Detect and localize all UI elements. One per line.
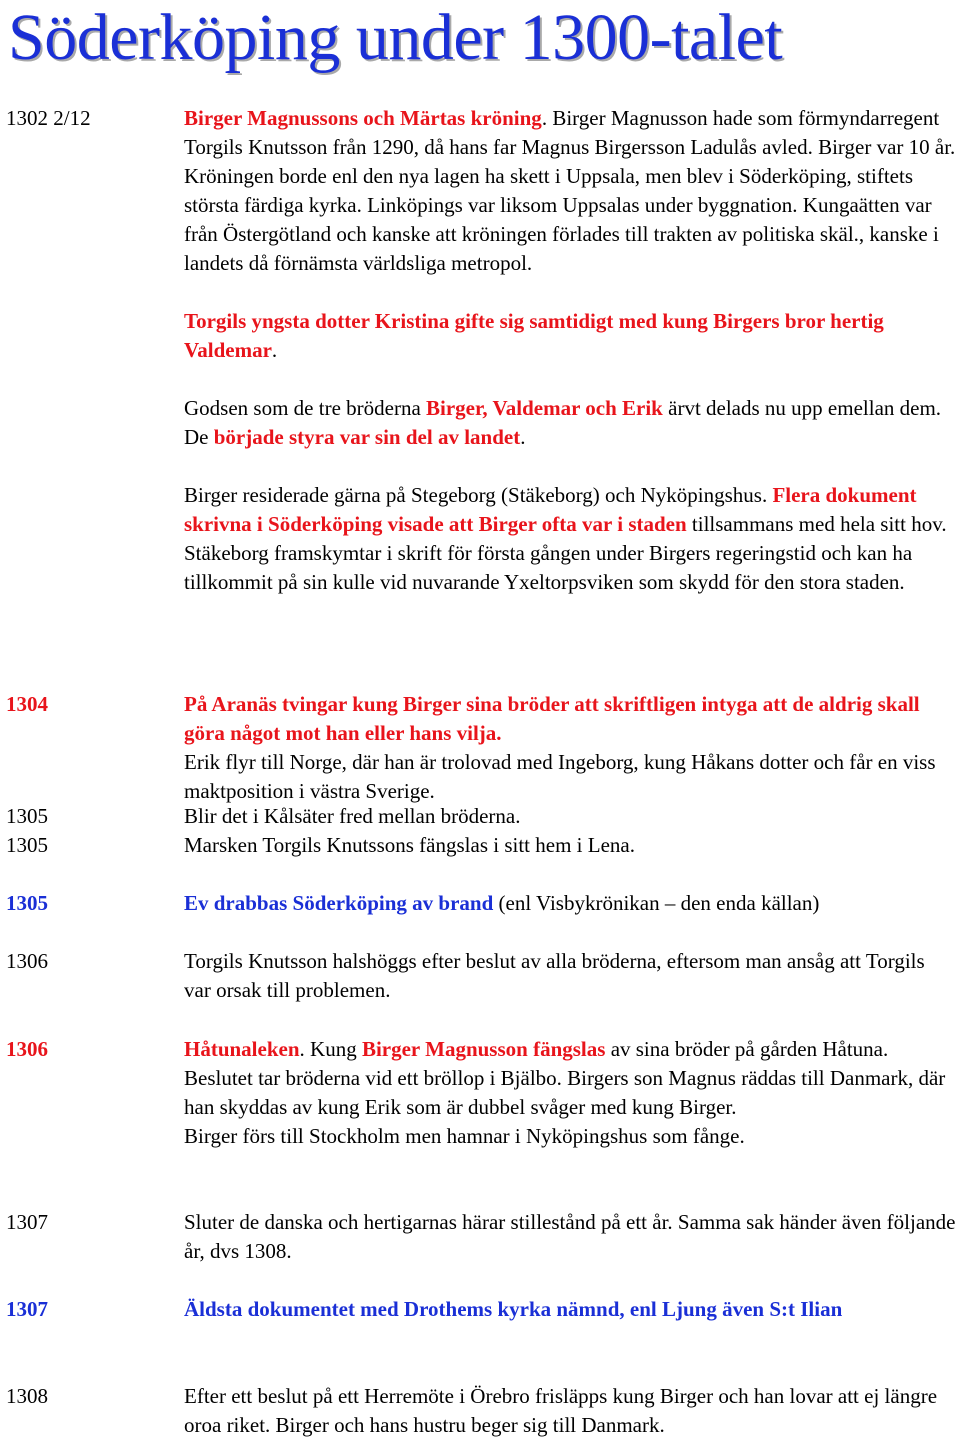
text-run: Birger Magnussons och Märtas kröning [184, 106, 542, 130]
entry-text [184, 1208, 956, 1266]
entry-continuation: Birger förs till Stockholm men hamnar i Nyköpingshus som fånge. [184, 1124, 745, 1148]
entry-paragraph [184, 104, 956, 278]
entry-date: 1308 [6, 1384, 48, 1408]
entry-date: 1304 [6, 692, 48, 716]
text-run: Ev drabbas Söderköping av brand [184, 891, 494, 915]
entry-paragraph [184, 394, 956, 452]
entry-date: 1306 [6, 1037, 48, 1061]
text-run: Torgils Knutsson halshöggs efter beslut av alla bröderna, eftersom man ansåg att Torgils var orsak till problemen. [184, 949, 925, 1002]
entry-paragraph [184, 889, 956, 918]
entry-text [184, 1295, 956, 1324]
entry-paragraph [184, 947, 956, 1005]
text-run: (enl Visbykrönikan – den enda källan) [493, 891, 820, 915]
entry-text [184, 104, 956, 597]
text-run: Sluter de danska och hertigarnas härar stillestånd på ett år. Samma sak händer även följande år, dvs 1308. [184, 1210, 956, 1263]
entry-paragraph [184, 481, 956, 597]
entry-text [184, 802, 956, 831]
entry-text [184, 947, 956, 1005]
entry-paragraph [184, 1208, 956, 1266]
entry-date: 1305 [6, 833, 48, 857]
text-run: . Kung [299, 1037, 362, 1061]
entry-paragraph [184, 1295, 956, 1324]
entry-text [184, 831, 956, 860]
entry-date: 1305 [6, 891, 48, 915]
entry-paragraph [184, 1382, 956, 1440]
entry-paragraph [184, 690, 956, 748]
entry-date: 1307 [6, 1210, 48, 1234]
entry-paragraph [184, 307, 956, 365]
entry-text [184, 1035, 956, 1151]
entry-date: 1302 2/12 [6, 106, 91, 130]
entry-paragraph [184, 802, 956, 831]
text-run: Efter ett beslut på ett Herremöte i Örebro frisläpps kung Birger och han lovar att ej längre oroa riket. Birger och hans hustru beger sig till Danmark. [184, 1384, 938, 1437]
entry-continuation: Erik flyr till Norge, där han är trolovad med Ingeborg, kung Håkans dotter och får en viss maktposition i västra Sverige. [184, 750, 936, 803]
entry-paragraph [184, 1035, 956, 1122]
text-run: tillsammans med hela sitt hov. Stäkeborg framskymtar i skrift för första gången under Birgers regeringstid och kan ha tillkommit på sin kulle vid nuvarande Yxeltorpsviken som skydd för den stora staden. [184, 512, 947, 594]
text-run: Birger Magnusson fängslas [361, 1037, 606, 1061]
text-run: Torgils yngsta dotter Kristina gifte sig samtidigt med kung Birgers bror hertig Valdemar [184, 309, 884, 362]
text-run: . [271, 338, 278, 362]
entry-text [184, 690, 956, 806]
text-run: Birger residerade gärna på Stegeborg (Stäkeborg) och Nyköpingshus. [184, 483, 773, 507]
text-run: Flera dokument skrivna i Söderköping visade att Birger ofta var i staden [184, 483, 917, 536]
text-run: Äldsta dokumentet med Drothems kyrka nämnd, enl Ljung även S:t Ilian [184, 1297, 843, 1321]
text-run: Marsken Torgils Knutssons fängslas i sitt hem i Lena. [184, 833, 635, 857]
entry-text [184, 1382, 956, 1440]
text-run: ärvt delads nu upp emellan dem. De [184, 396, 942, 449]
page-title: Söderköping under 1300-talet [8, 1, 783, 74]
text-run: Godsen som de tre bröderna [184, 396, 427, 420]
text-run: började styra var sin del av landet [213, 425, 521, 449]
entry-date: 1306 [6, 949, 48, 973]
text-run: av sina bröder på gården Håtuna. Beslutet tar bröderna vid ett bröllop i Bjälbo. Birgers son Magnus räddas till Danmark, där han skyddas av kung Erik som är dubbel svåger med kung Birger. [184, 1037, 946, 1119]
text-run: . [520, 425, 526, 449]
entry-paragraph [184, 831, 956, 860]
entry-date: 1305 [6, 804, 48, 828]
text-run: På Aranäs tvingar kung Birger sina bröder att skriftligen intyga att de aldrig skall göra något mot han eller hans vilja. [184, 692, 920, 745]
entry-text [184, 889, 956, 918]
entry-date: 1307 [6, 1297, 48, 1321]
text-run: Håtunaleken [184, 1037, 300, 1061]
text-run: Blir det i Kålsäter fred mellan bröderna. [184, 804, 521, 828]
text-run: Birger, Valdemar och Erik [426, 396, 663, 420]
text-run: . Birger Magnusson hade som förmyndarregent Torgils Knutsson från 1290, då hans far Magnus Birgersson Ladulås avled. Birger var 10 år. Kröningen borde enl den nya lagen ha skett i Uppsala, men blev i Söderköping, stiftets största färdiga kyrka. Linköpings var liksom Uppsalas under byggnation. Kungaätten var från Östergötland och kanske att kröningen förlades till trakten av politiska skäl., kanske i landets då förnämsta världsliga metropol. [184, 106, 956, 275]
